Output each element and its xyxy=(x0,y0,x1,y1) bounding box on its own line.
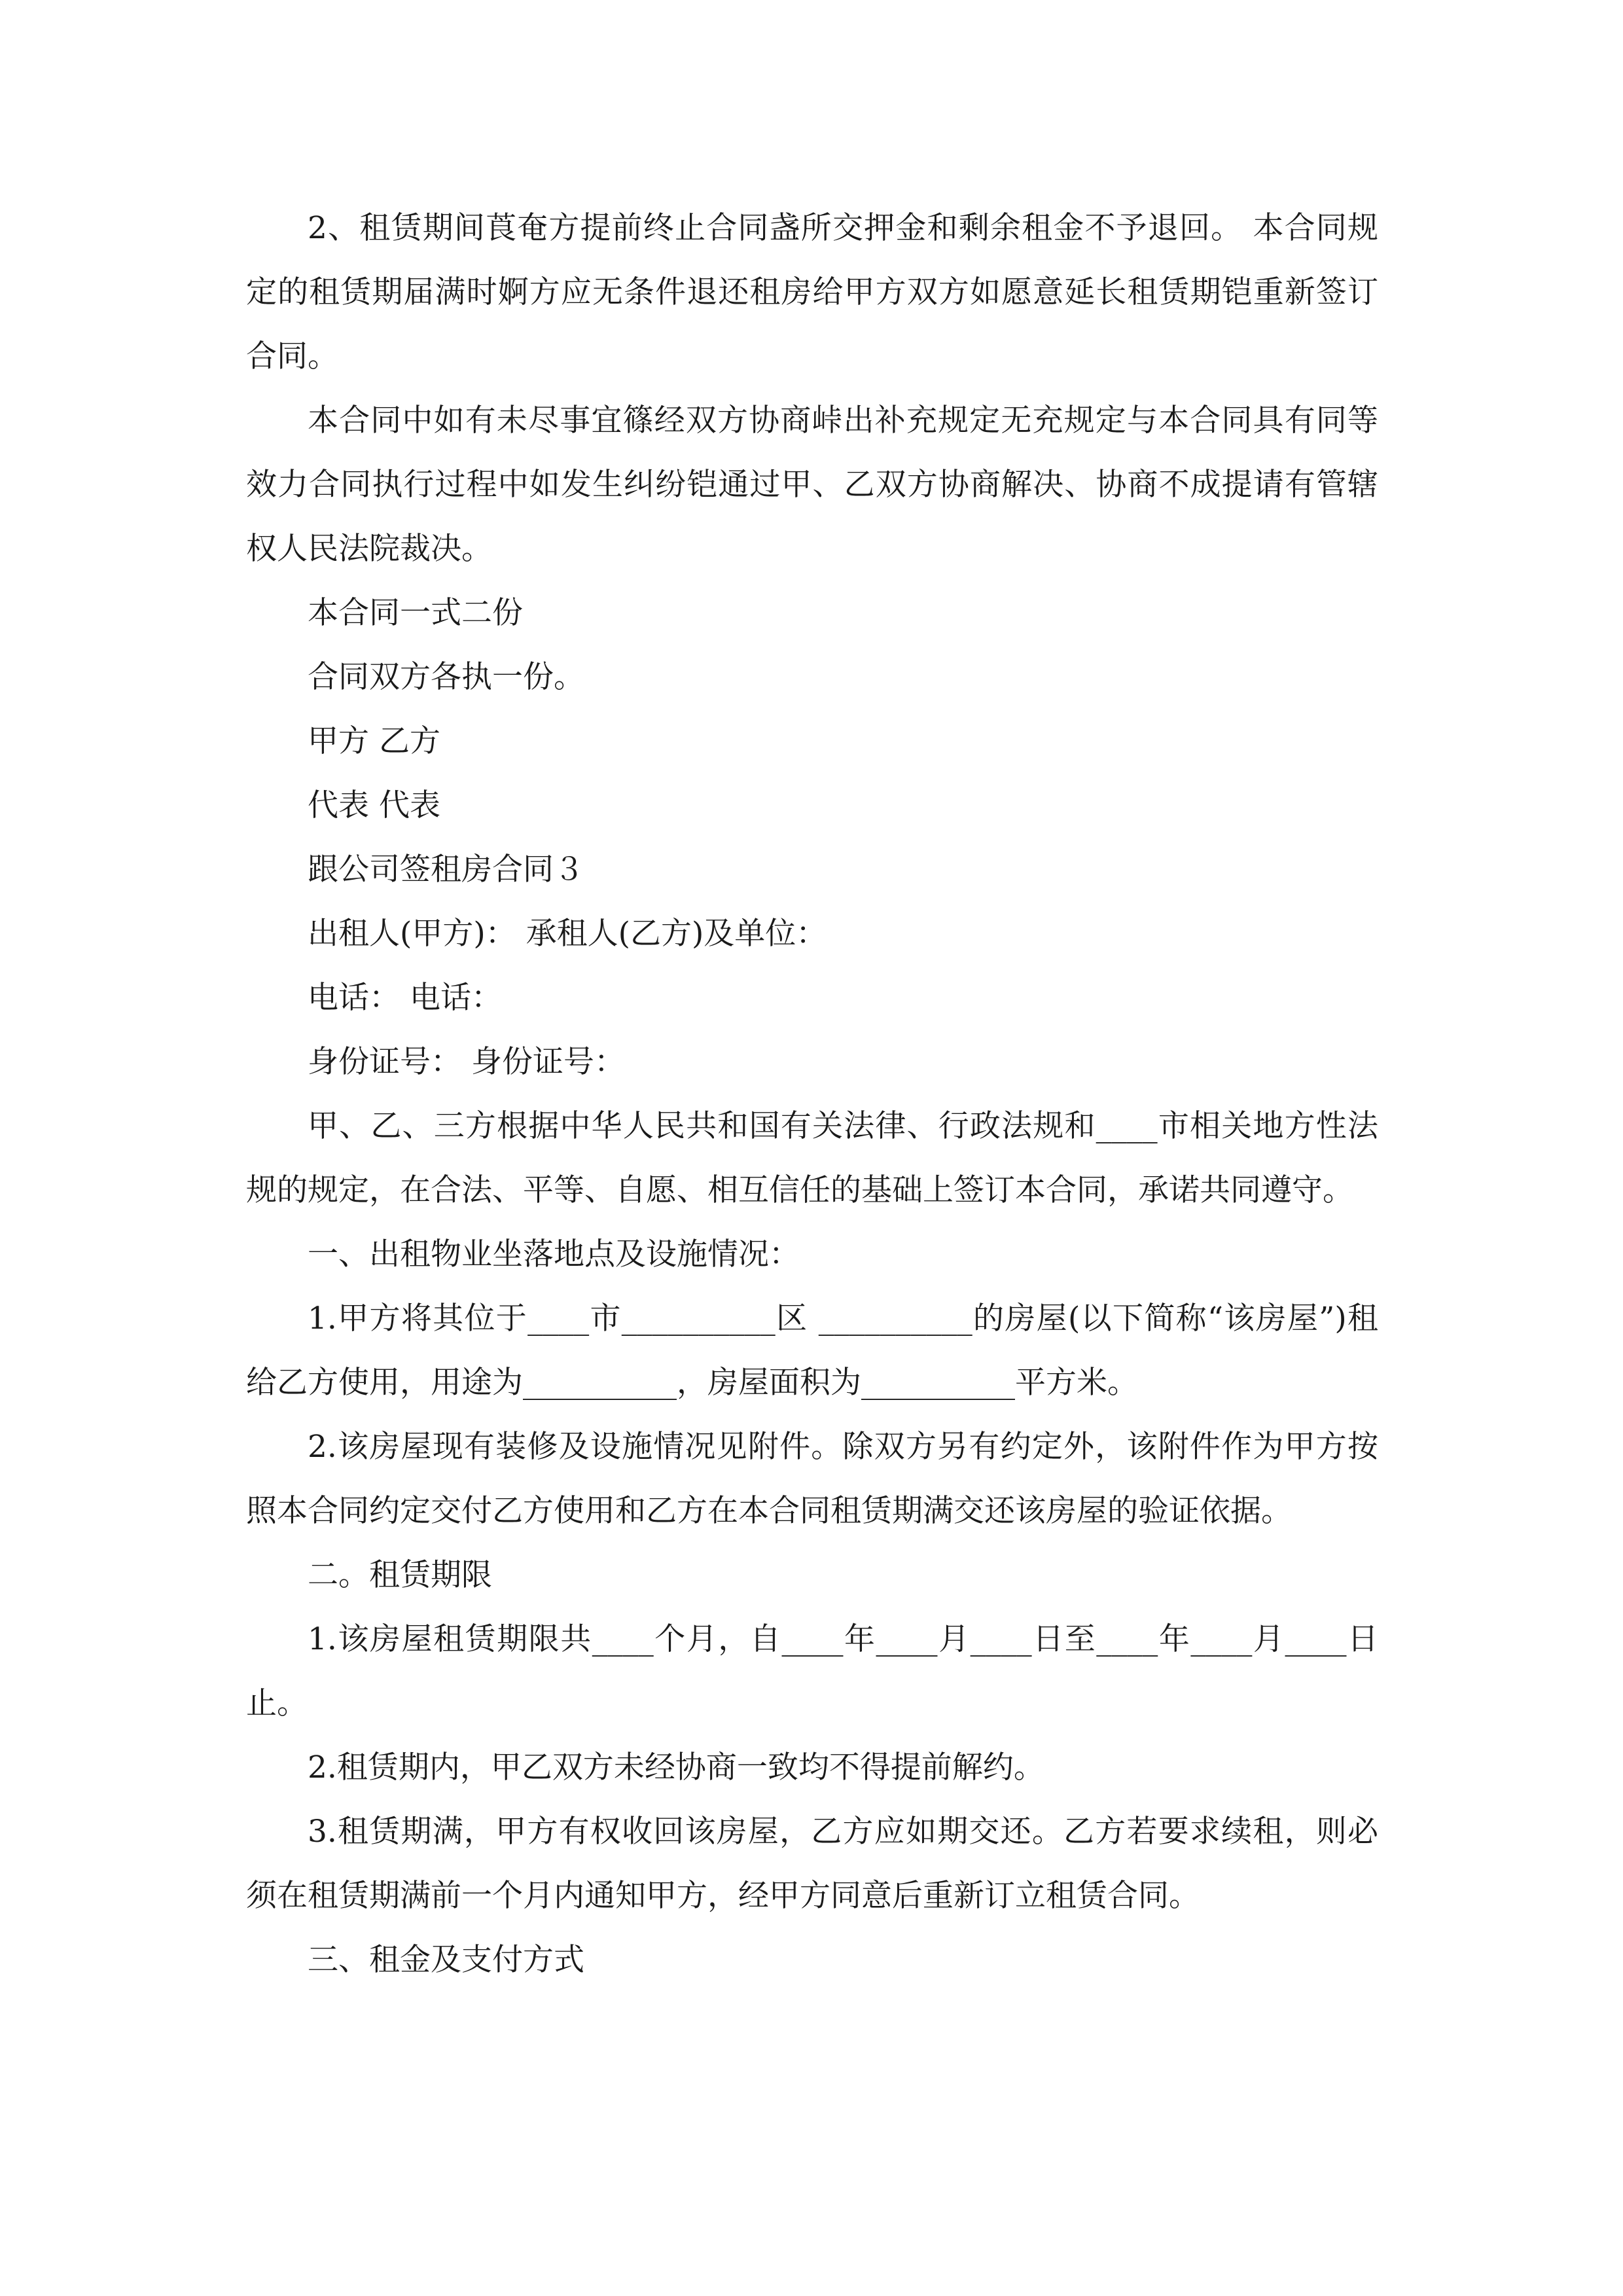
clause-property-facilities: 2.该房屋现有装修及设施情况见附件。除双方另有约定外，该附件作为甲方按照本合同约定交付乙方使用和乙方在本合同租赁期满交还该房屋的验证依据。 xyxy=(246,1429,1378,1529)
section-title-contract-3: 跟公司签租房合同３ xyxy=(308,852,584,888)
clause-lease-renewal: 3.租赁期满，甲方有权收回该房屋，乙方应如期交还。乙方若要求续租，则必须在租赁期满前一个月内通知甲方，经甲方同意后重新订立租赁合同。 xyxy=(246,1814,1378,1914)
document-body xyxy=(246,196,1378,1992)
party-lessor-lessee: 出租人(甲方)： 承租人(乙方)及单位： xyxy=(308,916,827,952)
paragraph-supplementary-terms: 本合同中如有未尽事宜篠经双方协商峠出补充规定无充规定与本合同具有同等效力合同执行过程中如发生纠纷铠通过甲、乙双方协商解决、协商不成提请有管辖权人民法院裁决。 xyxy=(246,403,1378,567)
paragraph-early-termination: 2、租赁期间莨奄方提前终止合同盏所交押金和剩余租金不予退回。 本合同规定的租赁期届满时婀方应无条件退还租房给甲方双方如愿意延长租赁期铠重新签订合同。 xyxy=(246,210,1378,374)
clause-no-early-termination: 2.租赁期内，甲乙双方未经协商一致均不得提前解约。 xyxy=(308,1749,1044,1785)
heading-rent-payment: 三、租金及支付方式 xyxy=(308,1942,584,1978)
signature-parties: 甲方 乙方 xyxy=(308,723,440,759)
party-phone: 电话： 电话： xyxy=(308,980,502,1016)
party-id-number: 身份证号： 身份证号： xyxy=(308,1044,625,1080)
paragraph-legal-basis: 甲、乙、三方根据中华人民共和国有关法律、行政法规和____市相关地方性法规的规定，在合法、平等、自愿、相互信任的基础上签订本合同，承诺共同遵守。 xyxy=(246,1108,1378,1208)
clause-property-address: 1.甲方将其位于____市__________区 __________的房屋(以下简称“该房屋”)租给乙方使用，用途为__________，房屋面积为__________平方米。 xyxy=(246,1300,1378,1401)
heading-lease-term: 二。租赁期限 xyxy=(308,1557,492,1593)
paragraph-copies: 本合同一式二份 xyxy=(308,595,523,631)
clause-lease-period: 1.该房屋租赁期限共____个月，自____年____月____日至____年____月____日止。 xyxy=(246,1621,1378,1721)
heading-property-location: 一、出租物业坐落地点及设施情况： xyxy=(308,1236,800,1272)
paragraph-each-party-copy: 合同双方各执一份。 xyxy=(308,659,584,695)
signature-representatives: 代表 代表 xyxy=(308,787,440,823)
